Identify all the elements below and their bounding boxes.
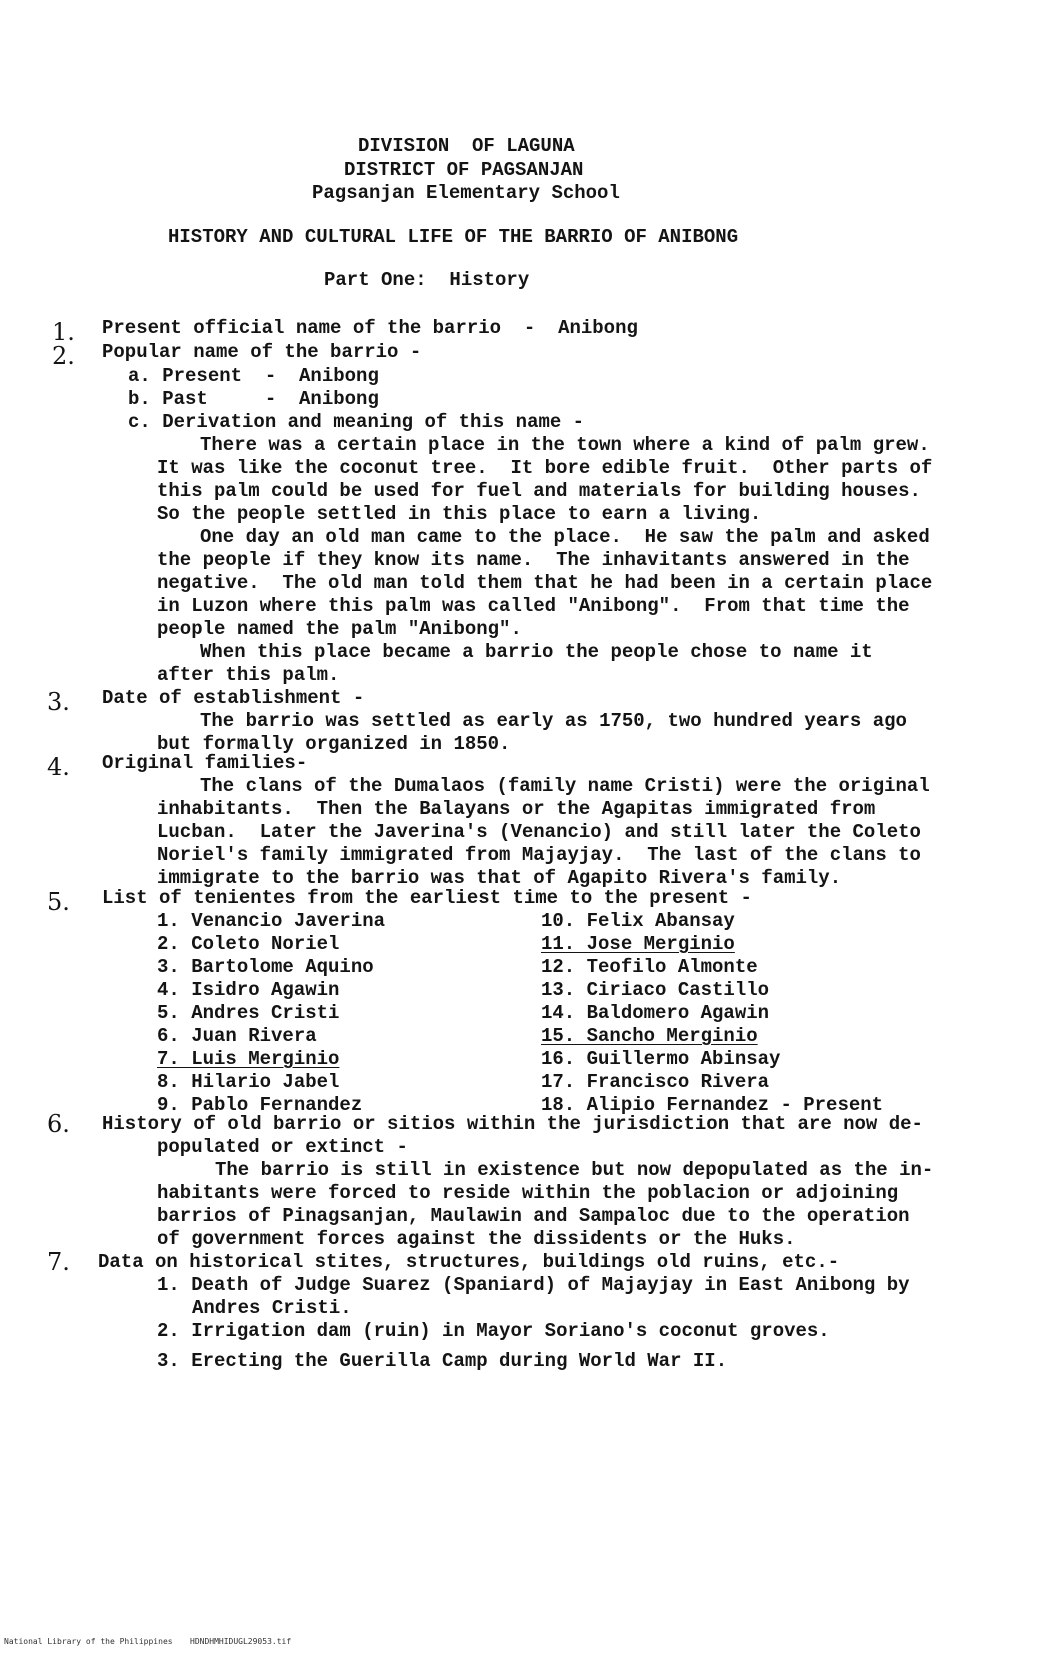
paragraph-line: Noriel's family immigrated from Majayjay. The last of the clans to	[157, 844, 921, 866]
item-6-text: History of old barrio or sitios within the jurisdiction that are now de-	[102, 1113, 923, 1135]
item-number-5: 5.	[47, 888, 70, 916]
paragraph-line: The clans of the Dumalaos (family name Cristi) were the original	[200, 775, 930, 797]
paragraph-line: There was a certain place in the town where a kind of palm grew.	[200, 434, 930, 456]
site-line: 1. Death of Judge Suarez (Spaniard) of Majayjay in East Anibong by	[157, 1274, 910, 1296]
teniente-right: 16. Guillermo Abinsay	[541, 1048, 781, 1070]
division-heading: DIVISION OF LAGUNA	[358, 135, 575, 157]
teniente-right: 15. Sancho Merginio	[541, 1025, 758, 1047]
site-line: 3. Erecting the Guerilla Camp during World War II.	[157, 1350, 728, 1372]
paragraph-line: The barrio was settled as early as 1750, two hundred years ago	[200, 710, 907, 732]
paragraph-line: Lucban. Later the Javerina's (Venancio) and still later the Coleto	[157, 821, 921, 843]
paragraph-line: immigrate to the barrio was that of Agapito Rivera's family.	[157, 867, 842, 889]
part-heading: Part One: History	[324, 269, 530, 291]
item-number-7: 7.	[47, 1248, 70, 1276]
item-1-text: Present official name of the barrio - Anibong	[102, 317, 638, 339]
paragraph-line: So the people settled in this place to earn a living.	[157, 503, 762, 525]
teniente-right: 10. Felix Abansay	[541, 910, 735, 932]
paragraph-line: When this place became a barrio the people chose to name it	[200, 641, 873, 663]
school-heading: Pagsanjan Elementary School	[312, 182, 620, 204]
site-line: 2. Irrigation dam (ruin) in Mayor Soriano's coconut groves.	[157, 1320, 830, 1342]
teniente-right: 18. Alipio Fernandez - Present	[541, 1094, 884, 1116]
paragraph-line: of government forces against the dissidents or the Huks.	[157, 1228, 796, 1250]
item-4-text: Original families-	[102, 752, 308, 774]
teniente-left: 8. Hilario Jabel	[157, 1071, 340, 1093]
teniente-left: 1. Venancio Javerina	[157, 910, 386, 932]
item-2a-text: a. Present - Anibong	[128, 365, 379, 387]
teniente-left: 9. Pablo Fernandez	[157, 1094, 363, 1116]
item-number-4: 4.	[47, 753, 70, 781]
paragraph-line: habitants were forced to reside within the poblacion or adjoining	[157, 1182, 899, 1204]
teniente-right: 14. Baldomero Agawin	[541, 1002, 770, 1024]
item-number-2: 2.	[52, 342, 75, 370]
paragraph-line: this palm could be used for fuel and materials for building houses.	[157, 480, 921, 502]
paragraph-line: in Luzon where this palm was called "Anibong". From that time the	[157, 595, 910, 617]
item-5-text: List of tenientes from the earliest time to the present -	[102, 887, 752, 909]
paragraph-line: inhabitants. Then the Balayans or the Agapitas immigrated from	[157, 798, 876, 820]
paragraph-line: It was like the coconut tree. It bore edible fruit. Other parts of	[157, 457, 933, 479]
teniente-right: 12. Teofilo Almonte	[541, 956, 758, 978]
teniente-left: 6. Juan Rivera	[157, 1025, 317, 1047]
teniente-right: 13. Ciriaco Castillo	[541, 979, 770, 1001]
paragraph-line: The barrio is still in existence but now depopulated as the in-	[215, 1159, 934, 1181]
paragraph-line: the people if they know its name. The inhavitants answered in the	[157, 549, 910, 571]
site-line: Andres Cristi.	[192, 1297, 352, 1319]
teniente-left: 5. Andres Cristi	[157, 1002, 340, 1024]
paragraph-line: negative. The old man told them that he had been in a certain place	[157, 572, 933, 594]
document-title: HISTORY AND CULTURAL LIFE OF THE BARRIO OF ANIBONG	[168, 226, 739, 248]
item-2-text: Popular name of the barrio -	[102, 341, 422, 363]
teniente-left: 7. Luis Merginio	[157, 1048, 340, 1070]
item-2c-text: c. Derivation and meaning of this name -	[128, 411, 585, 433]
teniente-left: 3. Bartolome Aquino	[157, 956, 374, 978]
teniente-right: 11. Jose Merginio	[541, 933, 735, 955]
teniente-left: 4. Isidro Agawin	[157, 979, 340, 1001]
teniente-right: 17. Francisco Rivera	[541, 1071, 770, 1093]
item-6-text: populated or extinct -	[157, 1136, 408, 1158]
item-number-1: 1.	[52, 318, 75, 346]
paragraph-line: people named the palm "Anibong".	[157, 618, 522, 640]
item-2b-text: b. Past - Anibong	[128, 388, 379, 410]
footer-library: National Library of the Philippines	[4, 1637, 173, 1646]
item-number-3: 3.	[47, 688, 70, 716]
paragraph-line: but formally organized in 1850.	[157, 733, 511, 755]
item-3-text: Date of establishment -	[102, 687, 365, 709]
paragraph-line: after this palm.	[157, 664, 340, 686]
paragraph-line: One day an old man came to the place. He saw the palm and asked	[200, 526, 930, 548]
footer-filename: HDNDHMHIDUGL29053.tif	[190, 1637, 292, 1646]
paragraph-line: barrios of Pinagsanjan, Maulawin and Sampaloc due to the operation	[157, 1205, 910, 1227]
item-number-6: 6.	[47, 1110, 70, 1138]
teniente-left: 2. Coleto Noriel	[157, 933, 340, 955]
district-heading: DISTRICT OF PAGSANJAN	[344, 159, 584, 181]
item-7-text: Data on historical stites, structures, buildings old ruins, etc.-	[98, 1251, 840, 1273]
